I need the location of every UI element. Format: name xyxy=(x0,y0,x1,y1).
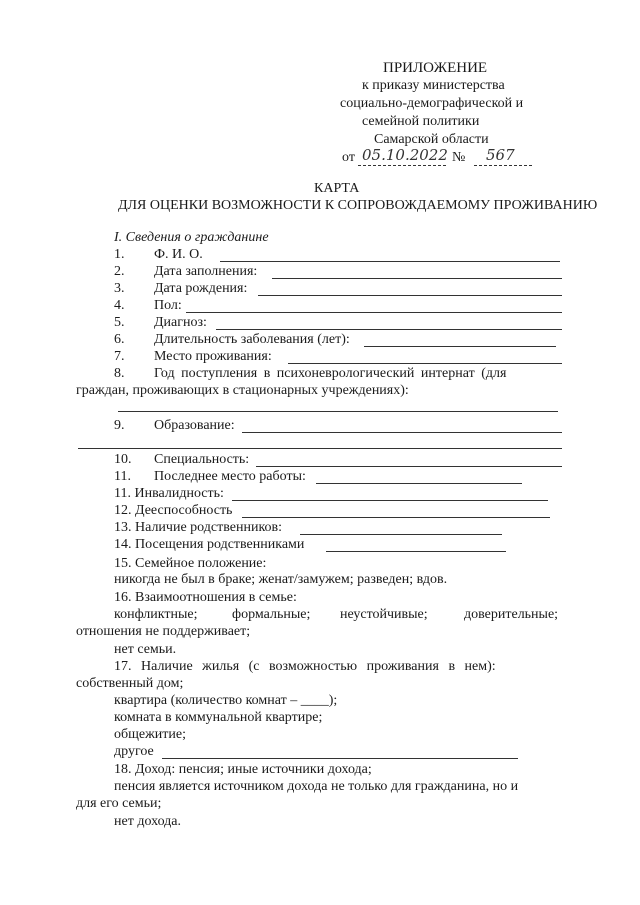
appendix-date: 05.10.2022 xyxy=(362,146,448,164)
field-8-line-1: Год поступления в психоневрологический интернат (для xyxy=(154,366,507,381)
field-4-label: Пол: xyxy=(154,298,182,313)
field-5-blank[interactable] xyxy=(216,329,562,330)
field-9-number: 9. xyxy=(114,418,125,433)
field-2-number: 2. xyxy=(114,264,125,279)
appendix-from: от xyxy=(342,150,355,165)
field-1-label: Ф. И. О. xyxy=(154,247,203,262)
field-5-number: 5. xyxy=(114,315,125,330)
field-8-number: 8. xyxy=(114,366,125,381)
field-11-blank[interactable] xyxy=(316,483,522,484)
field-visits-blank[interactable] xyxy=(326,551,506,552)
field-relatives-label: 13. Наличие родственников: xyxy=(114,520,283,535)
field-capacity-blank[interactable] xyxy=(242,517,550,518)
field-2-blank[interactable] xyxy=(272,278,562,279)
appendix-line-3: семейной политики xyxy=(362,114,480,129)
relations-option-unstable: неустойчивые; xyxy=(340,607,428,622)
housing-option-communal: комната в коммунальной квартире; xyxy=(114,710,323,725)
card-subtitle: ДЛЯ ОЦЕНКИ ВОЗМОЖНОСТИ К СОПРОВОЖДАЕМОМУ ПРОЖИВАНИЮ xyxy=(118,198,598,213)
field-9-label: Образование: xyxy=(154,418,235,433)
field-housing-line-1: 17. Наличие жилья (с возможностью проживания в нем): xyxy=(114,659,496,674)
field-6-number: 6. xyxy=(114,332,125,347)
field-8-line-2: граждан, проживающих в стационарных учреждениях): xyxy=(76,383,409,398)
field-9-blank[interactable] xyxy=(242,432,562,433)
section-heading: I. Сведения о гражданине xyxy=(114,230,269,245)
field-disability-label: 11. Инвалидность: xyxy=(114,486,224,501)
housing-option-other: другое xyxy=(114,744,154,759)
field-relatives-blank[interactable] xyxy=(300,534,502,535)
field-housing-line-2: собственный дом; xyxy=(76,676,184,691)
field-7-blank[interactable] xyxy=(288,363,562,364)
housing-other-blank[interactable] xyxy=(162,758,518,759)
field-2-label: Дата заполнения: xyxy=(154,264,258,279)
field-4-blank[interactable] xyxy=(186,312,562,313)
field-income-line-3: для его семьи; xyxy=(76,796,162,811)
relations-option-formal: формальные; xyxy=(232,607,311,622)
field-7-number: 7. xyxy=(114,349,125,364)
relations-option-conflict: конфликтные; xyxy=(114,607,198,622)
field-11-number: 11. xyxy=(114,469,131,484)
field-marital-options: никогда не был в браке; женат/замужем; разведен; вдов. xyxy=(114,572,448,587)
number-underline xyxy=(474,165,532,166)
field-3-label: Дата рождения: xyxy=(154,281,248,296)
appendix-line-1: к приказу министерства xyxy=(362,78,505,93)
field-income-line-4: нет дохода. xyxy=(114,814,181,829)
field-6-blank[interactable] xyxy=(364,346,556,347)
field-3-blank[interactable] xyxy=(258,295,562,296)
card-title: КАРТА xyxy=(314,181,360,196)
appendix-number-sign: № xyxy=(452,150,466,165)
field-9-blank-2[interactable] xyxy=(78,448,562,449)
appendix-number: 567 xyxy=(486,146,515,164)
field-income-line-1: 18. Доход: пенсия; иные источники дохода; xyxy=(114,762,372,777)
field-3-number: 3. xyxy=(114,281,125,296)
housing-option-apartment: квартира (количество комнат – ____); xyxy=(114,693,338,708)
field-visits-label: 14. Посещения родственниками xyxy=(114,537,305,552)
relations-option-trusting: доверительные; xyxy=(464,607,559,622)
appendix-title: ПРИЛОЖЕНИЕ xyxy=(383,60,488,76)
field-7-label: Место проживания: xyxy=(154,349,272,364)
field-1-blank[interactable] xyxy=(220,261,560,262)
field-relations-label: 16. Взаимоотношения в семье: xyxy=(114,590,297,605)
field-capacity-label: 12. Дееспособность xyxy=(114,503,233,518)
relations-option-no-family: нет семьи. xyxy=(114,642,177,657)
appendix-line-2: социально-демографической и xyxy=(340,96,524,111)
field-8-blank[interactable] xyxy=(118,411,558,412)
field-10-blank[interactable] xyxy=(256,466,562,467)
housing-option-dormitory: общежитие; xyxy=(114,727,186,742)
field-10-label: Специальность: xyxy=(154,452,250,467)
field-4-number: 4. xyxy=(114,298,125,313)
field-marital-label: 15. Семейное положение: xyxy=(114,556,267,571)
appendix-line-4: Самарской области xyxy=(374,132,489,147)
field-10-number: 10. xyxy=(114,452,132,467)
field-1-number: 1. xyxy=(114,247,125,262)
date-underline xyxy=(358,165,446,166)
field-income-line-2: пенсия является источником дохода не только для гражданина, но и xyxy=(114,779,519,794)
relations-option-none: отношения не поддерживает; xyxy=(76,624,251,639)
field-disability-blank[interactable] xyxy=(232,500,548,501)
field-6-label: Длительность заболевания (лет): xyxy=(154,332,350,347)
field-11-label: Последнее место работы: xyxy=(154,469,306,484)
field-5-label: Диагноз: xyxy=(154,315,207,330)
